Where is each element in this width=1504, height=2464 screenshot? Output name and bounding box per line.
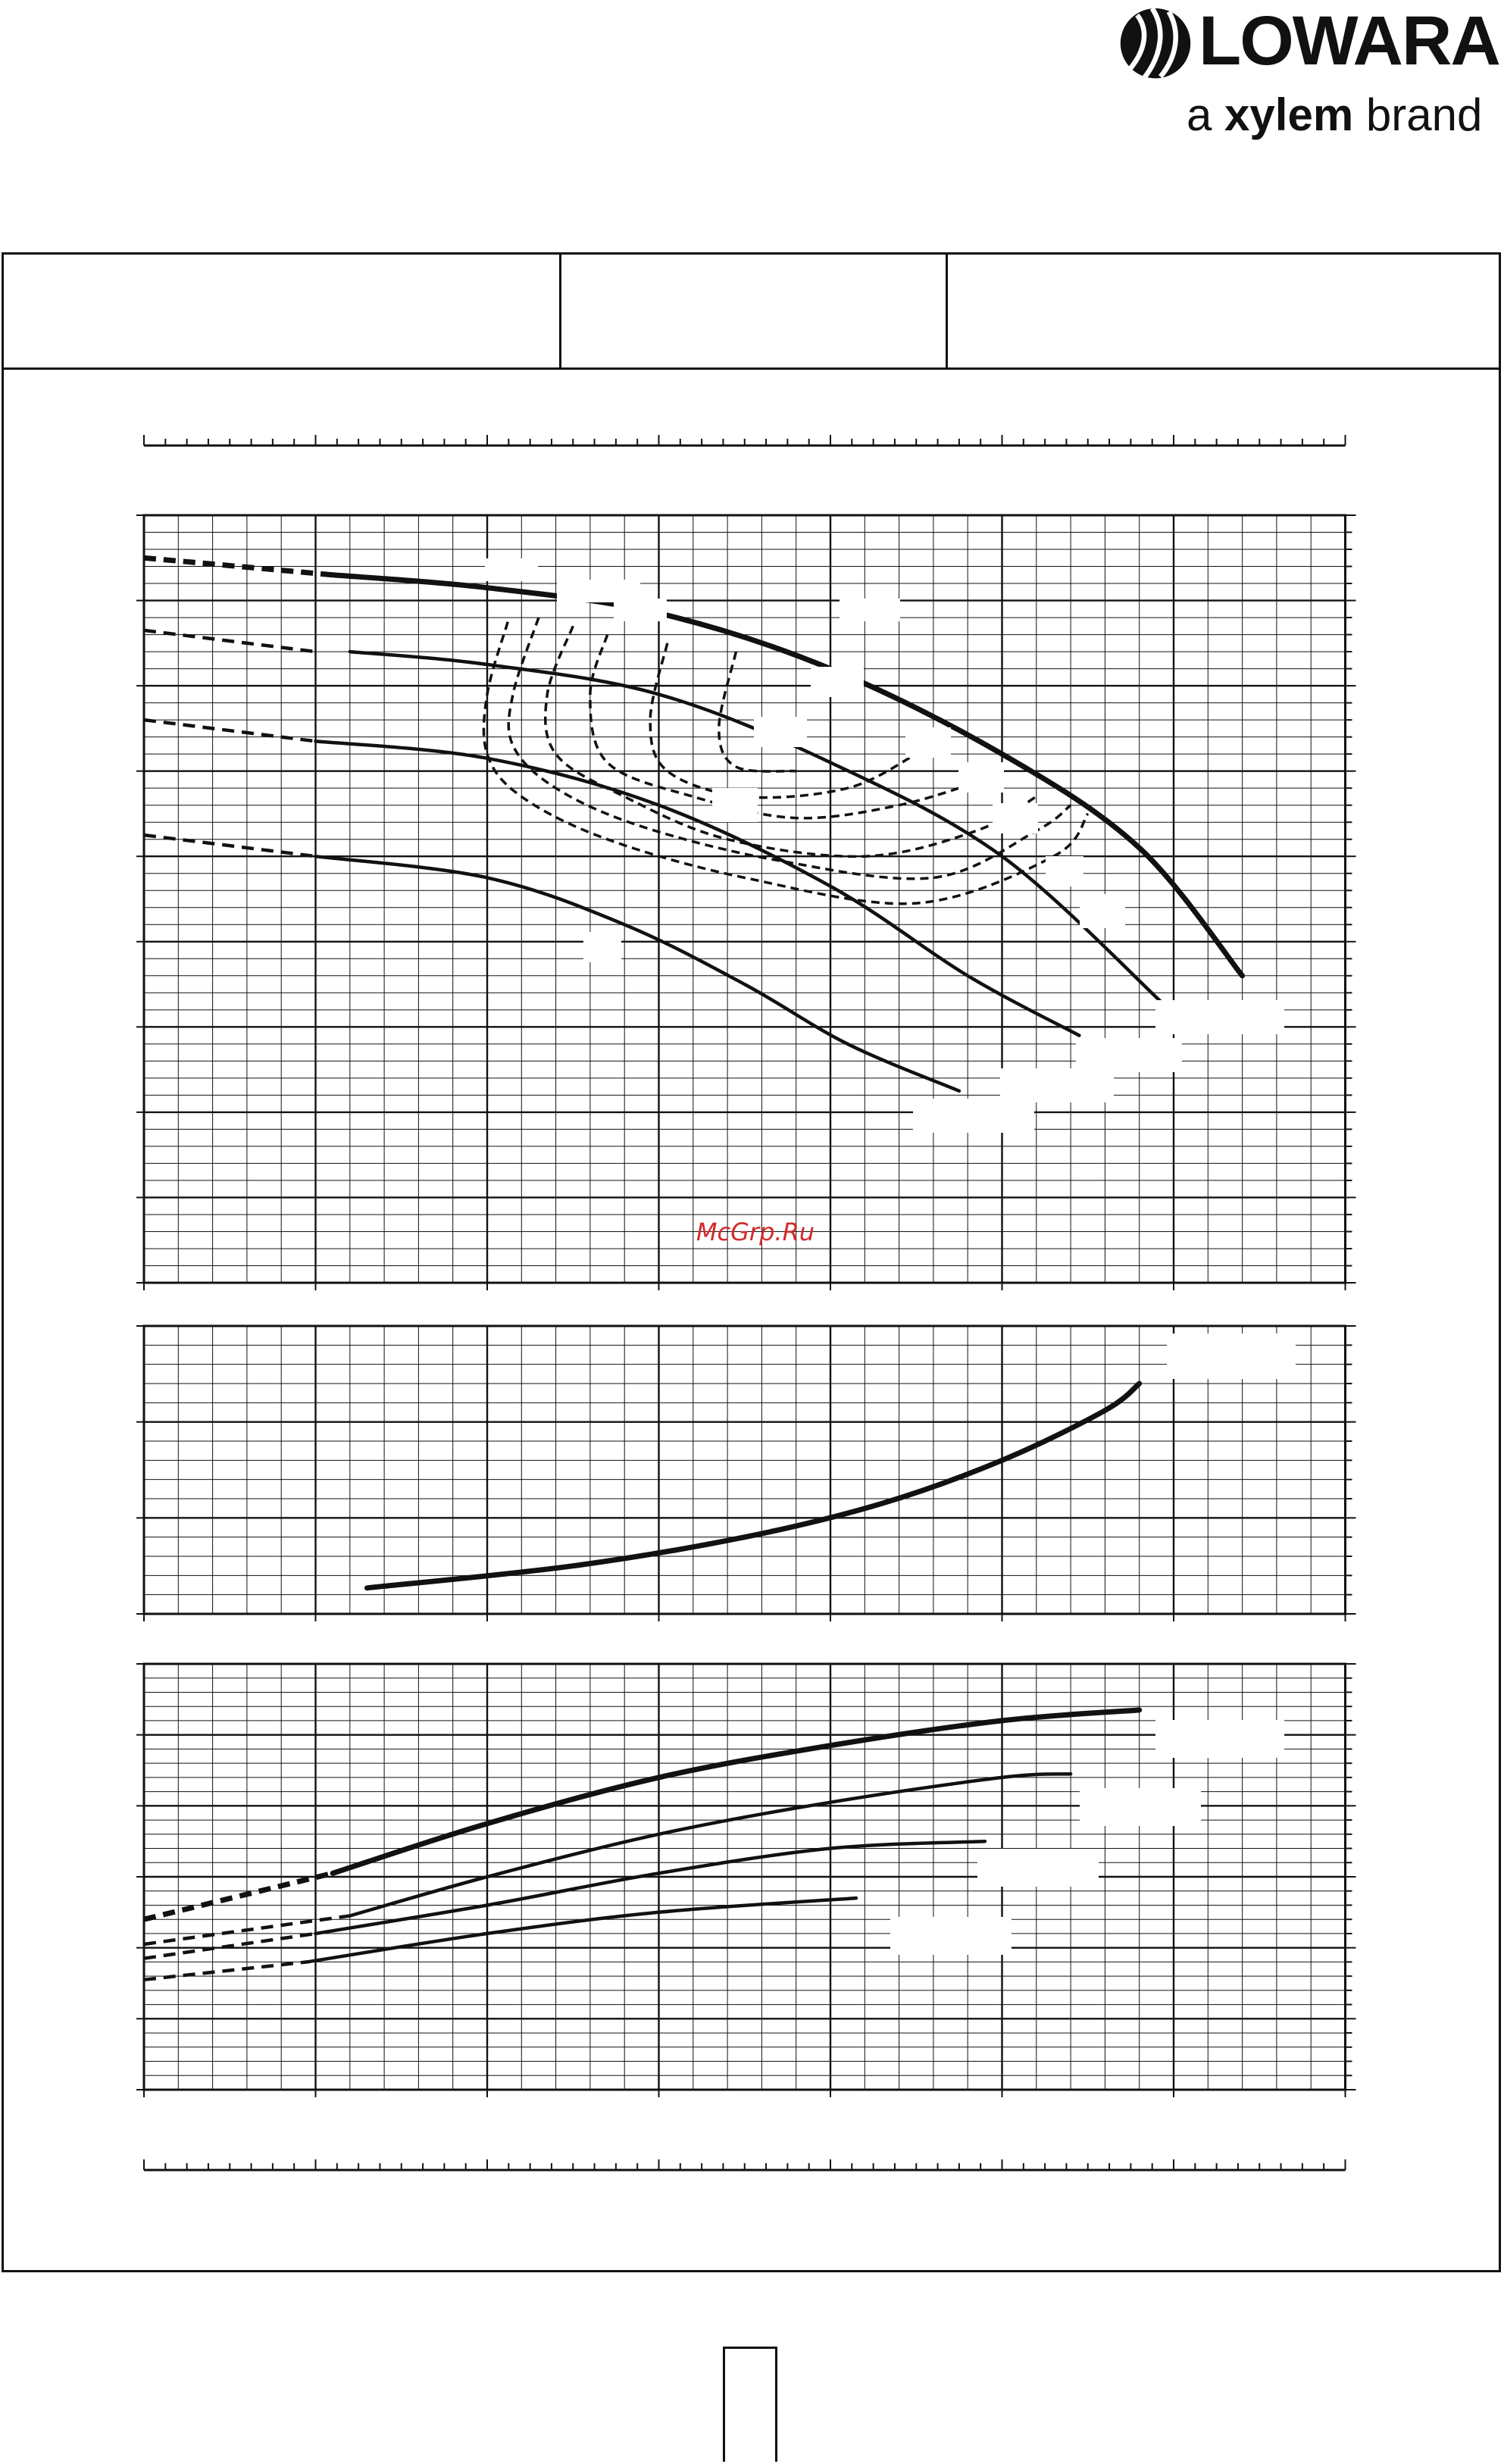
label-mask [1076, 1038, 1182, 1072]
head-iso-curve-5 [719, 652, 796, 771]
label-mask [1046, 856, 1083, 886]
grid-layer [144, 515, 1346, 2090]
head-plot-frame [144, 515, 1346, 1283]
label-mask [485, 558, 538, 581]
label-mask [1080, 1788, 1201, 1826]
label-mask [1155, 1000, 1284, 1034]
npsh-series-0 [367, 1384, 1139, 1588]
head-series-1-dashed [144, 630, 316, 652]
label-mask [913, 1099, 1034, 1133]
tagline-suffix: brand [1365, 89, 1483, 140]
head-series-1 [350, 652, 1165, 1005]
logo-wordmark: LOWARA [1199, 2, 1499, 80]
power-series-3 [307, 1898, 856, 1962]
label-mask [754, 717, 807, 747]
label-mask [1167, 1334, 1296, 1379]
npsh-plot-frame [144, 1326, 1346, 1614]
label-mask [1000, 1068, 1114, 1102]
label-mask [958, 762, 1004, 793]
label-mask [712, 788, 758, 822]
label-mask [811, 667, 864, 697]
label-mask [993, 803, 1038, 833]
head-series-2-dashed [144, 720, 316, 741]
power-series-2-dashed [144, 1934, 316, 1959]
label-mask [977, 1849, 1099, 1887]
watermark: McGrp.Ru [696, 1218, 815, 1246]
label-mask [890, 1917, 1012, 1955]
label-mask [614, 599, 667, 621]
tagline-prefix: a [1187, 89, 1212, 140]
power-series-0-dashed [144, 1873, 333, 1919]
page-number-box [723, 2347, 777, 2462]
power-series-1 [350, 1774, 1071, 1915]
tagline-bold: xylem [1224, 89, 1354, 140]
power-series-3-dashed [144, 1962, 307, 1979]
label-mask [583, 932, 621, 962]
head-series-3 [316, 856, 959, 1091]
label-mask [1155, 1720, 1284, 1758]
label-mask [905, 727, 951, 758]
head-series-3-dashed [144, 835, 316, 856]
label-mask [840, 599, 900, 621]
label-mask [1080, 894, 1125, 928]
